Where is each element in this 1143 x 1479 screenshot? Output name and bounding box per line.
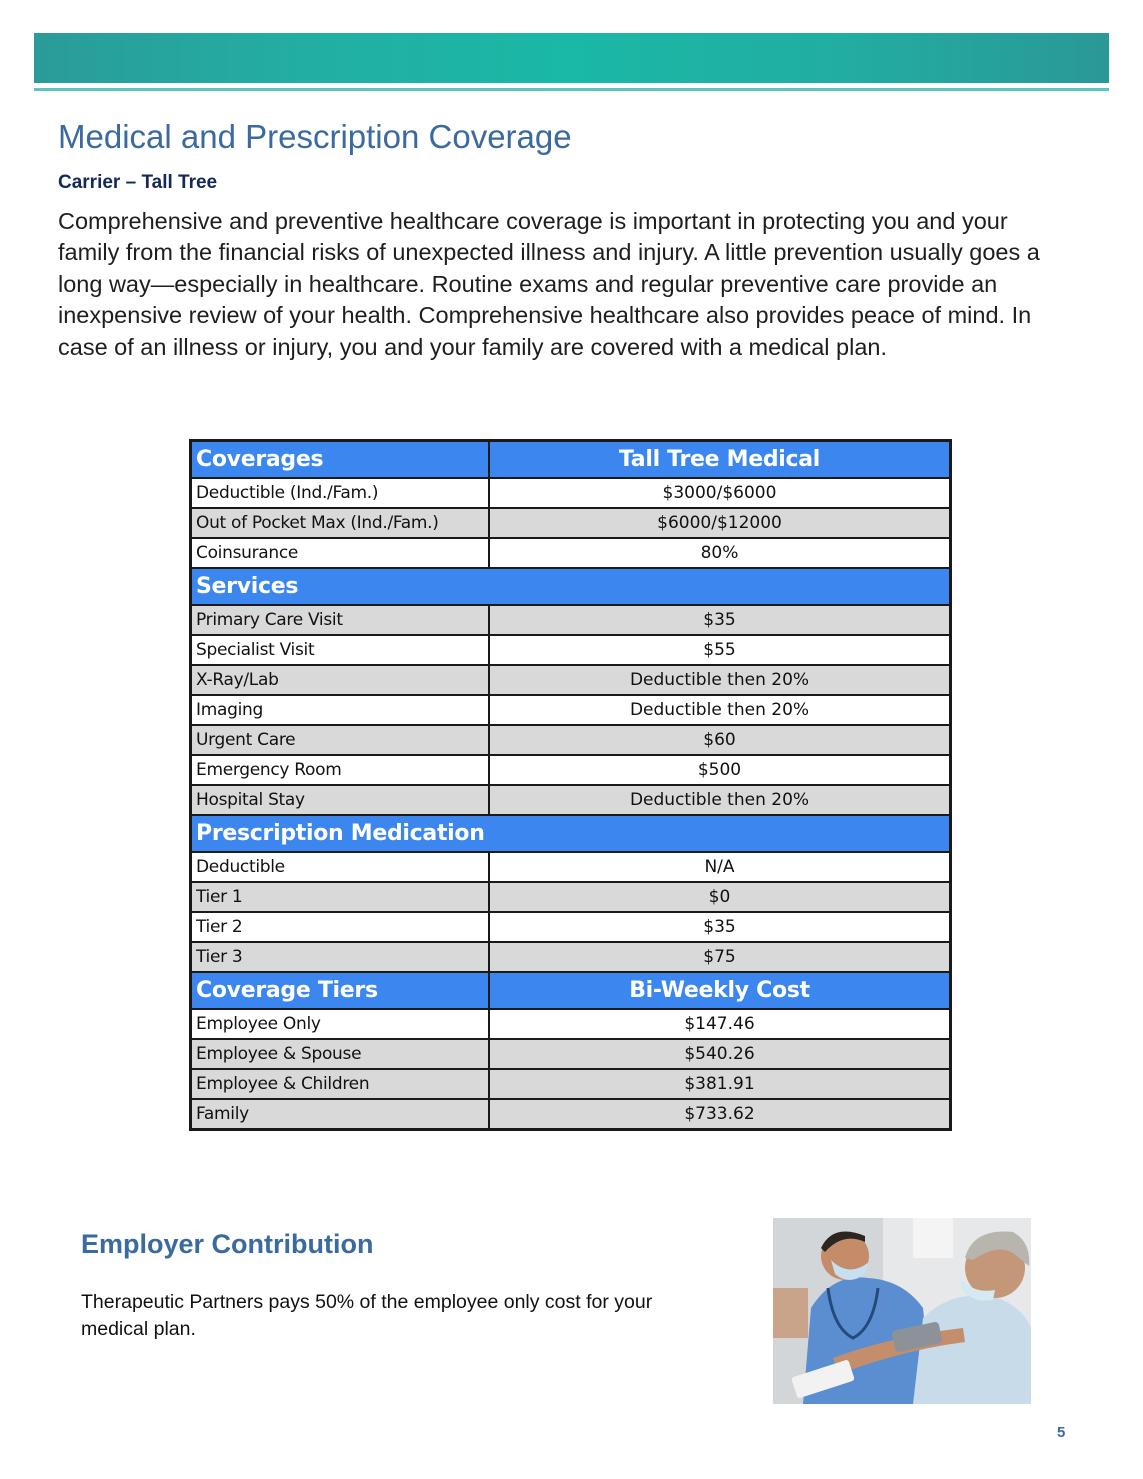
carrier-label: Carrier – Tall Tree (58, 172, 218, 193)
row-value: $540.26 (489, 1039, 951, 1069)
header-divider (34, 88, 1109, 91)
table-row (191, 665, 951, 695)
row-label: Tier 2 (191, 912, 490, 942)
page-number: 5 (1057, 1424, 1066, 1441)
row-value: $500 (489, 755, 951, 785)
table-row (191, 635, 951, 665)
prescription-heading: Prescription Medication (191, 815, 951, 852)
row-label: Employee & Spouse (191, 1039, 490, 1069)
row-value: $733.62 (489, 1099, 951, 1130)
employer-contribution-title: Employer Contribution (81, 1229, 374, 1259)
row-label: Tier 1 (191, 882, 490, 912)
table-row (191, 605, 951, 635)
table-row (191, 942, 951, 972)
row-value: $0 (489, 882, 951, 912)
table-row (191, 912, 951, 942)
row-value: $35 (489, 912, 951, 942)
table-row (191, 695, 951, 725)
row-label: Specialist Visit (191, 635, 490, 665)
row-value: $381.91 (489, 1069, 951, 1099)
row-value: $6000/$12000 (489, 508, 951, 538)
row-value: 80% (489, 538, 951, 568)
plan-heading: Tall Tree Medical (489, 441, 951, 479)
table-row (191, 882, 951, 912)
row-value: $75 (489, 942, 951, 972)
header-banner (34, 33, 1109, 83)
row-value: N/A (489, 852, 951, 882)
row-label: Family (191, 1099, 490, 1130)
row-label: Deductible (191, 852, 490, 882)
healthcare-photo (773, 1218, 1031, 1404)
row-value: Deductible then 20% (489, 695, 951, 725)
row-label: Employee Only (191, 1009, 490, 1039)
table-row (191, 538, 951, 568)
row-value: $147.46 (489, 1009, 951, 1039)
prescription-header-row (191, 815, 951, 852)
table-row (191, 508, 951, 538)
row-label: Primary Care Visit (191, 605, 490, 635)
row-label: Urgent Care (191, 725, 490, 755)
tiers-heading: Coverage Tiers (191, 972, 490, 1009)
table-row (191, 1009, 951, 1039)
row-label: Deductible (Ind./Fam.) (191, 478, 490, 508)
employer-contribution-text: Therapeutic Partners pays 50% of the employee only cost for your medical plan. (81, 1291, 653, 1340)
table-row (191, 785, 951, 815)
table-row (191, 478, 951, 508)
row-label: Emergency Room (191, 755, 490, 785)
page-title: Medical and Prescription Coverage (58, 118, 572, 155)
row-label: Tier 3 (191, 942, 490, 972)
row-label: Coinsurance (191, 538, 490, 568)
row-label: Out of Pocket Max (Ind./Fam.) (191, 508, 490, 538)
row-label: Employee & Children (191, 1069, 490, 1099)
photo-illustration (773, 1218, 1031, 1404)
table-row (191, 755, 951, 785)
row-value: Deductible then 20% (489, 785, 951, 815)
coverages-header-row (191, 441, 951, 479)
table-row (191, 852, 951, 882)
row-value: $55 (489, 635, 951, 665)
table-row (191, 1039, 951, 1069)
row-label: X-Ray/Lab (191, 665, 490, 695)
services-heading: Services (191, 568, 951, 605)
row-label: Imaging (191, 695, 490, 725)
table-row (191, 1099, 951, 1130)
table-row (191, 725, 951, 755)
intro-paragraph: Comprehensive and preventive healthcare coverage is important in protecting you and your family from the financial risks of unexpected illness and injury. A little prevention usually goes a long way—especially in healthcare. Routine exams and regular preventive care provide an inexpensive review of your health. Comprehensive healthcare also provides peace of mind. In case of an illness or injury, you and your family are covered with a medical plan. (58, 208, 1040, 360)
row-value: Deductible then 20% (489, 665, 951, 695)
services-header-row (191, 568, 951, 605)
benefits-table (189, 439, 952, 1131)
row-label: Hospital Stay (191, 785, 490, 815)
table-row (191, 1069, 951, 1099)
row-value: $60 (489, 725, 951, 755)
row-value: $35 (489, 605, 951, 635)
cost-heading: Bi-Weekly Cost (489, 972, 951, 1009)
row-value: $3000/$6000 (489, 478, 951, 508)
tiers-header-row (191, 972, 951, 1009)
coverages-heading: Coverages (191, 441, 490, 479)
